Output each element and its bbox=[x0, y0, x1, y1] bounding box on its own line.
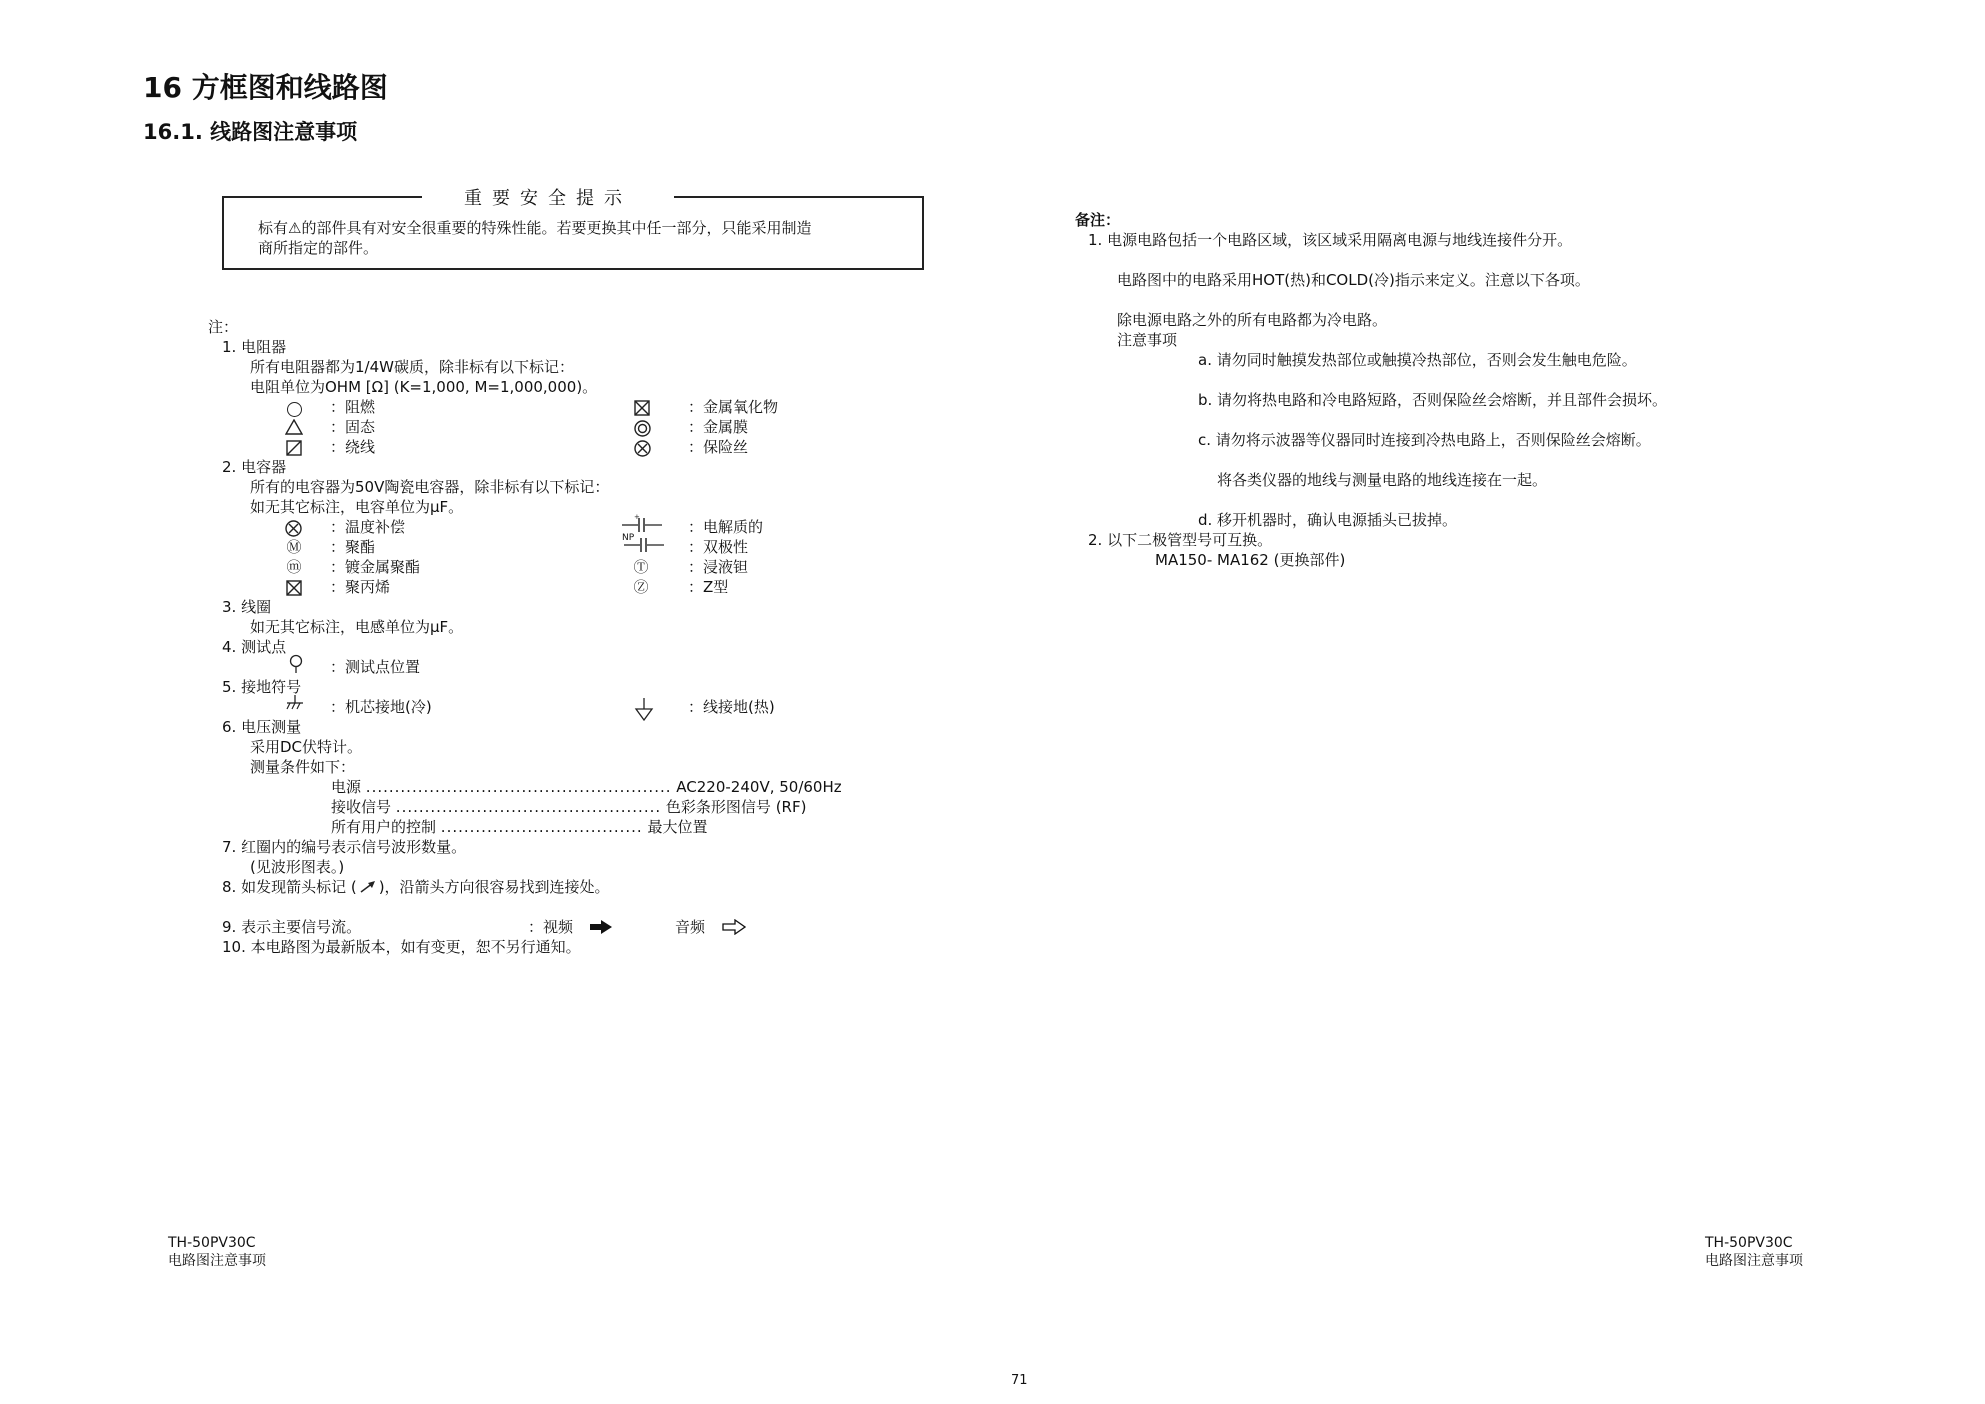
capacitor-z-label: ：Z型 bbox=[688, 578, 729, 596]
capacitor-bipolar-label: ：双极性 bbox=[688, 538, 749, 556]
temp-compensation-capacitor-icon bbox=[285, 520, 302, 537]
polyester-capacitor-icon: Ⓜ bbox=[286, 538, 302, 556]
z-type-capacitor-icon: Ⓩ bbox=[633, 578, 649, 596]
remark-1-line-b: 除电源电路之外的所有电路都为冷电路。 bbox=[1117, 311, 1388, 329]
measure-power-value: AC220-240V, 50/60Hz bbox=[676, 778, 842, 796]
remark-2-line-a: MA150- MA162 (更换部件) bbox=[1155, 551, 1346, 569]
note-2-line-a: 所有的电容器为50V陶瓷电容器，除非标有以下标记： bbox=[250, 478, 610, 496]
remark-a: a. 请勿同时触摸发热部位或触摸冷热部位，否则会发生触电危险。 bbox=[1198, 351, 1637, 369]
line-ground-label: ：线接地(热) bbox=[688, 698, 775, 716]
capacitor-polyester-label: ：聚酯 bbox=[330, 538, 376, 556]
wirewound-resistor-icon bbox=[286, 440, 302, 456]
audio-flow-label: 音频 bbox=[675, 918, 706, 936]
note-8-text-a: 8. 如发现箭头标记 ( bbox=[222, 878, 357, 896]
notes-heading: 注： bbox=[208, 318, 239, 336]
remark-d: d. 移开机器时，确认电源插头已拔掉。 bbox=[1198, 511, 1458, 529]
note-7-line-a: (见波形图表。) bbox=[250, 858, 345, 876]
note-6-title: 6. 电压测量 bbox=[222, 718, 302, 736]
solid-resistor-icon bbox=[285, 419, 303, 435]
capacitor-pp-label: ：聚丙烯 bbox=[330, 578, 391, 596]
chassis-ground-label: ：机芯接地(冷) bbox=[330, 698, 432, 716]
resistor-solid-label: ：固态 bbox=[330, 418, 376, 436]
test-point-label: ：测试点位置 bbox=[330, 658, 421, 676]
measure-controls-value: 最大位置 bbox=[647, 818, 708, 836]
remarks-heading: 备注： bbox=[1075, 211, 1121, 229]
remark-1: 1. 电源电路包括一个电路区域，该区域采用隔离电源与地线连接件分开。 bbox=[1088, 231, 1573, 249]
note-6-line-a: 采用DC伏特计。 bbox=[250, 738, 363, 756]
measure-power-dots: ..................................................... bbox=[365, 778, 672, 796]
metalized-polyester-capacitor-icon: ⓜ bbox=[286, 558, 302, 576]
bipolar-capacitor-tag: NP bbox=[622, 533, 635, 543]
resistor-metal-film-label: ：金属膜 bbox=[688, 418, 749, 436]
footer-left-caption: 电路图注意事项 bbox=[168, 1253, 266, 1269]
section-title: 16 方框图和线路图 bbox=[143, 71, 388, 104]
chassis-ground-icon bbox=[285, 693, 305, 711]
flame-resistor-icon bbox=[287, 402, 302, 417]
metal-film-resistor-icon bbox=[634, 420, 651, 437]
note-6-line-b: 测量条件如下： bbox=[250, 758, 356, 776]
video-flow-arrow-icon bbox=[589, 919, 613, 935]
measure-controls-row bbox=[331, 817, 707, 837]
connection-arrow-icon bbox=[357, 880, 379, 894]
video-flow-label: ：视频 bbox=[528, 918, 574, 936]
note-2-title: 2. 电容器 bbox=[222, 458, 287, 476]
remark-c: c. 请勿将示波器等仪器同时连接到冷热电路上，否则保险丝会熔断。 bbox=[1198, 431, 1651, 449]
audio-flow-arrow-icon bbox=[722, 919, 746, 935]
resistor-metal-oxide-label: ：金属氧化物 bbox=[688, 398, 779, 416]
capacitor-tantalum-label: ：浸液钽 bbox=[688, 558, 749, 576]
note-4-title: 4. 测试点 bbox=[222, 638, 287, 656]
safety-notice-title: 重要安全提示 bbox=[422, 184, 674, 210]
note-3-line-a: 如无其它标注，电感单位为μF。 bbox=[250, 618, 464, 636]
resistor-flame-label: ：阻燃 bbox=[330, 398, 376, 416]
note-9-title: 9. 表示主要信号流。 bbox=[222, 918, 362, 936]
remark-2: 2. 以下二极管型号可互换。 bbox=[1088, 531, 1273, 549]
electrolytic-capacitor-icon bbox=[620, 513, 664, 533]
footer-left-model: TH-50PV30C bbox=[168, 1235, 256, 1251]
note-2-line-b: 如无其它标注，电容单位为μF。 bbox=[250, 498, 464, 516]
capacitor-temp-label: ：温度补偿 bbox=[330, 518, 406, 536]
footer-right-model: TH-50PV30C bbox=[1705, 1235, 1793, 1251]
safety-notice-line-2: 商所指定的部件。 bbox=[258, 239, 379, 257]
polypropylene-capacitor-icon bbox=[286, 580, 302, 596]
measure-signal-row bbox=[331, 797, 806, 817]
subsection-title: 16.1. 线路图注意事项 bbox=[143, 120, 358, 144]
fuse-resistor-icon bbox=[634, 440, 651, 457]
tantalum-capacitor-icon: Ⓣ bbox=[633, 558, 649, 576]
svg-text:+: + bbox=[634, 513, 640, 521]
measure-signal-value: 色彩条形图信号 (RF) bbox=[665, 798, 807, 816]
metal-oxide-resistor-icon bbox=[634, 400, 650, 416]
note-1-line-a: 所有电阻器都为1/4W碳质，除非标有以下标记： bbox=[250, 358, 574, 376]
note-1-line-b: 电阻单位为OHM [Ω] (K=1,000, M=1,000,000)。 bbox=[250, 378, 598, 396]
note-10: 10. 本电路图为最新版本，如有变更，恕不另行通知。 bbox=[222, 938, 581, 956]
remark-b: b. 请勿将热电路和冷电路短路，否则保险丝会熔断，并且部件会损坏。 bbox=[1198, 391, 1668, 409]
footer-right-caption: 电路图注意事项 bbox=[1705, 1253, 1803, 1269]
note-7-title: 7. 红圈内的编号表示信号波形数量。 bbox=[222, 838, 467, 856]
note-8-row bbox=[222, 877, 610, 897]
remark-1-line-a: 电路图中的电路采用HOT(热)和COLD(冷)指示来定义。注意以下各项。 bbox=[1117, 271, 1590, 289]
capacitor-metal-poly-label: ：镀金属聚酯 bbox=[330, 558, 421, 576]
measure-signal-dots: .............................................. bbox=[395, 798, 662, 816]
measure-signal-label: 接收信号 bbox=[331, 798, 392, 816]
note-3-title: 3. 线圈 bbox=[222, 598, 272, 616]
line-ground-icon bbox=[634, 697, 654, 723]
measure-controls-dots: ................................... bbox=[440, 818, 643, 836]
resistor-wire-label: ：绕线 bbox=[330, 438, 376, 456]
note-1-title: 1. 电阻器 bbox=[222, 338, 287, 356]
test-point-icon bbox=[288, 654, 304, 674]
remark-1-line-c: 注意事项 bbox=[1117, 331, 1178, 349]
bipolar-capacitor-icon bbox=[622, 535, 666, 555]
remark-c-line-2: 将各类仪器的地线与测量电路的地线连接在一起。 bbox=[1217, 471, 1548, 489]
measure-power-label: 电源 bbox=[331, 778, 362, 796]
resistor-fuse-label: ：保险丝 bbox=[688, 438, 749, 456]
capacitor-electrolytic-label: ：电解质的 bbox=[688, 518, 764, 536]
measure-power-row bbox=[331, 777, 842, 797]
safety-notice-line-1: 标有⚠的部件具有对安全很重要的特殊性能。若要更换其中任一部分，只能采用制造 bbox=[258, 219, 812, 237]
note-8-text-b: )，沿箭头方向很容易找到连接处。 bbox=[378, 878, 610, 896]
note-5-title: 5. 接地符号 bbox=[222, 678, 302, 696]
page-number: 71 bbox=[1011, 1373, 1028, 1388]
measure-controls-label: 所有用户的控制 bbox=[331, 818, 437, 836]
